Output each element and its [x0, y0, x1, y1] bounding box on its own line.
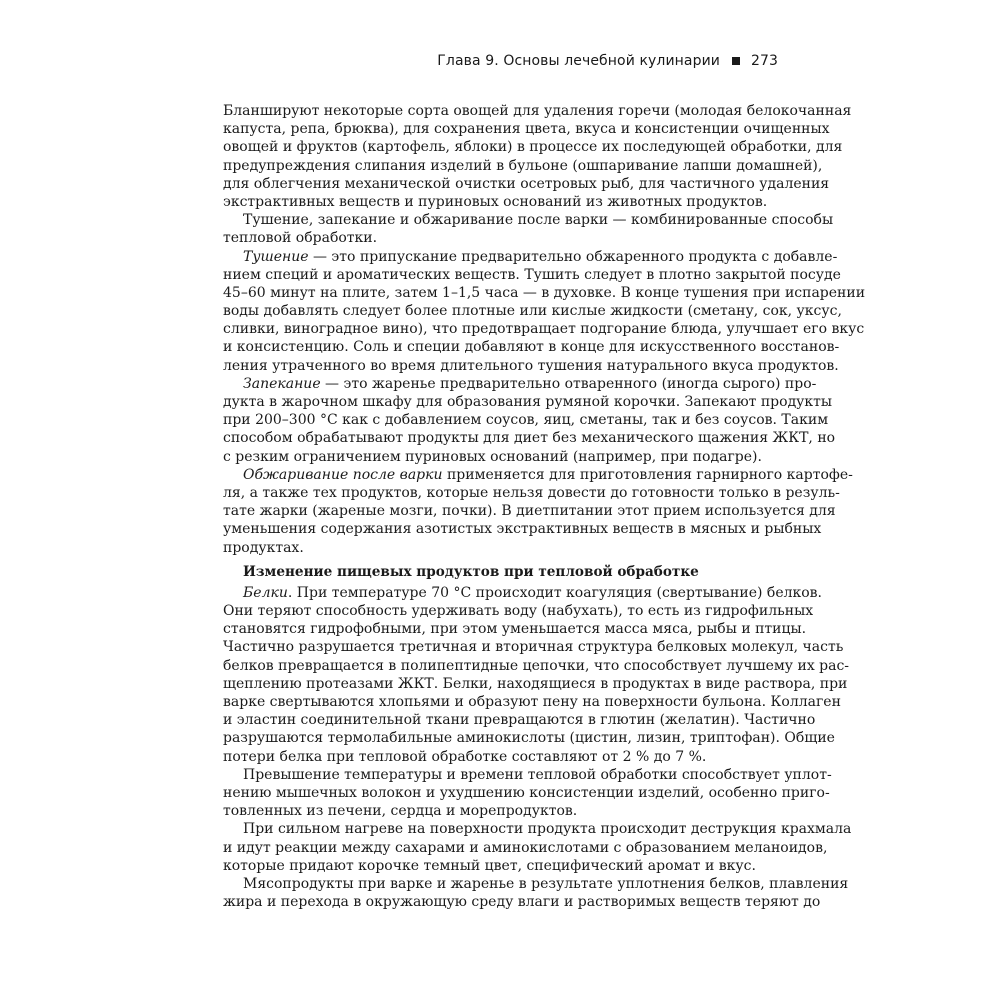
paragraph-overheating [223, 766, 832, 821]
section-heading: Изменение пищевых продуктов при тепловой обработке [243, 563, 699, 580]
text-line: овощей и фруктов (картофель, яблоки) в процессе их последующей обработки, для [223, 139, 843, 156]
text-line: нием специй и ароматических веществ. Тушить следует в плотно закрытой посуде [223, 266, 841, 283]
text-line: продуктах. [223, 539, 304, 556]
text-line: нению мышечных волокон и ухудшению консистенции изделий, особенно приго- [223, 784, 830, 801]
text-line: для облегчения механической очистки осетровых рыб, для частичного удаления [223, 175, 830, 192]
text-line: и идут реакции между сахарами и аминокислотами с образованием меланоидов, [223, 839, 828, 856]
text-line: потери белка при тепловой обработке составляют от 2 % до 7 %. [223, 748, 707, 765]
text-line: Запекание — это жаренье предварительно отваренного (иногда сырого) про- [243, 375, 817, 392]
text-line: При сильном нагреве на поверхности продукта происходит деструкция крахмала [243, 821, 852, 838]
text-line: щеплению протеазами ЖКТ. Белки, находящиеся в продуктах в виде раствора, при [223, 675, 848, 692]
text-line: становятся гидрофобными, при этом уменьшается масса мяса, рыбы и птицы. [223, 621, 807, 638]
paragraph-meat-products [223, 875, 849, 911]
text-line: ля, а также тех продуктов, которые нельзя довести до готовности только в резуль- [223, 484, 840, 501]
text-line: Тушение, запекание и обжаривание после варки — комбинированные способы [243, 212, 834, 229]
paragraph-blanching [223, 102, 852, 211]
text-line: при 200–300 °С как с добавлением соусов, яиц, сметаны, так и без соусов. Таким [223, 412, 829, 429]
text-line: Бланшируют некоторые сорта овощей для удаления горечи (молодая белокочанная [223, 103, 852, 119]
paragraph-stewing [223, 248, 866, 375]
text-line: Частично разрушается третичная и вторичная структура белковых молекул, часть [223, 639, 844, 656]
text-line: Белки. При температуре 70 °С происходит коагуляция (свертывание) белков. [243, 584, 823, 601]
chapter-title: Глава 9. Основы лечебной кулинарии [437, 53, 720, 69]
text-line: Они теряют способность удерживать воду (набухать), то есть из гидрофильных [223, 603, 814, 620]
text-line: способом обрабатывают продукты для диет без механического щажения ЖКТ, но [223, 430, 836, 447]
paragraph-baking [223, 375, 836, 466]
text-line: ления утраченного во время длительного тушения натурального вкуса продуктов. [223, 357, 839, 374]
page-number: 273 [750, 53, 778, 69]
text-line: товленных из печени, сердца и морепродуктов. [223, 803, 578, 820]
text-line: Обжаривание после варки применяется для приготовления гарнирного картофе- [243, 466, 853, 483]
text-line: Превышение температуры и времени тепловой обработки способствует уплот- [243, 766, 832, 783]
text-line: тате жарки (жареные мозги, почки). В диетпитании этот прием используется для [223, 503, 836, 520]
body-text [223, 102, 866, 911]
text-line: 45–60 минут на плите, затем 1–1,5 часа — в духовке. В конце тушения при испарении [223, 284, 866, 301]
term-stewing: Тушение [243, 248, 309, 265]
running-head [437, 53, 778, 69]
text-line: сливки, виноградное вино), что предотвращает подгорание блюда, улучшает его вкус [223, 321, 865, 338]
square-bullet-icon [732, 57, 740, 65]
text-line: Тушение — это припускание предварительно обжаренного продукта с добавле- [243, 248, 838, 265]
paragraph-frying-after-boiling [223, 466, 853, 557]
paragraph-proteins [223, 584, 850, 766]
paragraph-strong-heating [223, 820, 852, 875]
text-line: которые придают корочке темный цвет, специфический аромат и вкус. [223, 857, 756, 874]
paragraph-combined-methods [223, 211, 834, 247]
text-line: и консистенцию. Соль и специи добавляют в конце для искусственного восстанов- [223, 339, 840, 356]
text-line: уменьшения содержания азотистых экстрактивных веществ в мясных и рыбных [223, 521, 822, 538]
text-line: и эластин соединительной ткани превращаются в глютин (желатин). Частично [223, 712, 816, 729]
text-line: белков превращается в полипептидные цепочки, что способствует лучшему их рас- [223, 657, 850, 674]
text-line: варке свертываются хлопьями и образуют пену на поверхности бульона. Коллаген [223, 694, 841, 710]
text-line: экстрактивных веществ и пуриновых оснований из животных продуктов. [223, 193, 768, 210]
term-baking: Запекание [243, 375, 321, 392]
text-line: капуста, репа, брюква), для сохранения цвета, вкуса и консистенции очищенных [223, 121, 830, 138]
text-line: с резким ограничением пуриновых оснований (например, при подагре). [223, 448, 762, 465]
text-line: Мясопродукты при варке и жаренье в результате уплотнения белков, плавления [243, 875, 849, 892]
term-frying-after-boiling: Обжаривание после варки [243, 466, 443, 483]
text-line: жира и перехода в окружающую среду влаги и растворимых веществ теряют до [223, 894, 821, 911]
term-proteins: Белки [243, 584, 288, 601]
text-line: предупреждения слипания изделий в бульоне (ошпаривание лапши домашней), [223, 157, 823, 174]
text-line: воды добавлять следует более плотные или кислые жидкости (сметану, сок, уксус, [223, 303, 842, 320]
text-line: дукта в жарочном шкафу для образования румяной корочки. Запекают продукты [223, 394, 833, 410]
text-line: тепловой обработки. [223, 230, 378, 247]
text-line: разрушаются термолабильные аминокислоты (цистин, лизин, триптофан). Общие [223, 730, 835, 747]
